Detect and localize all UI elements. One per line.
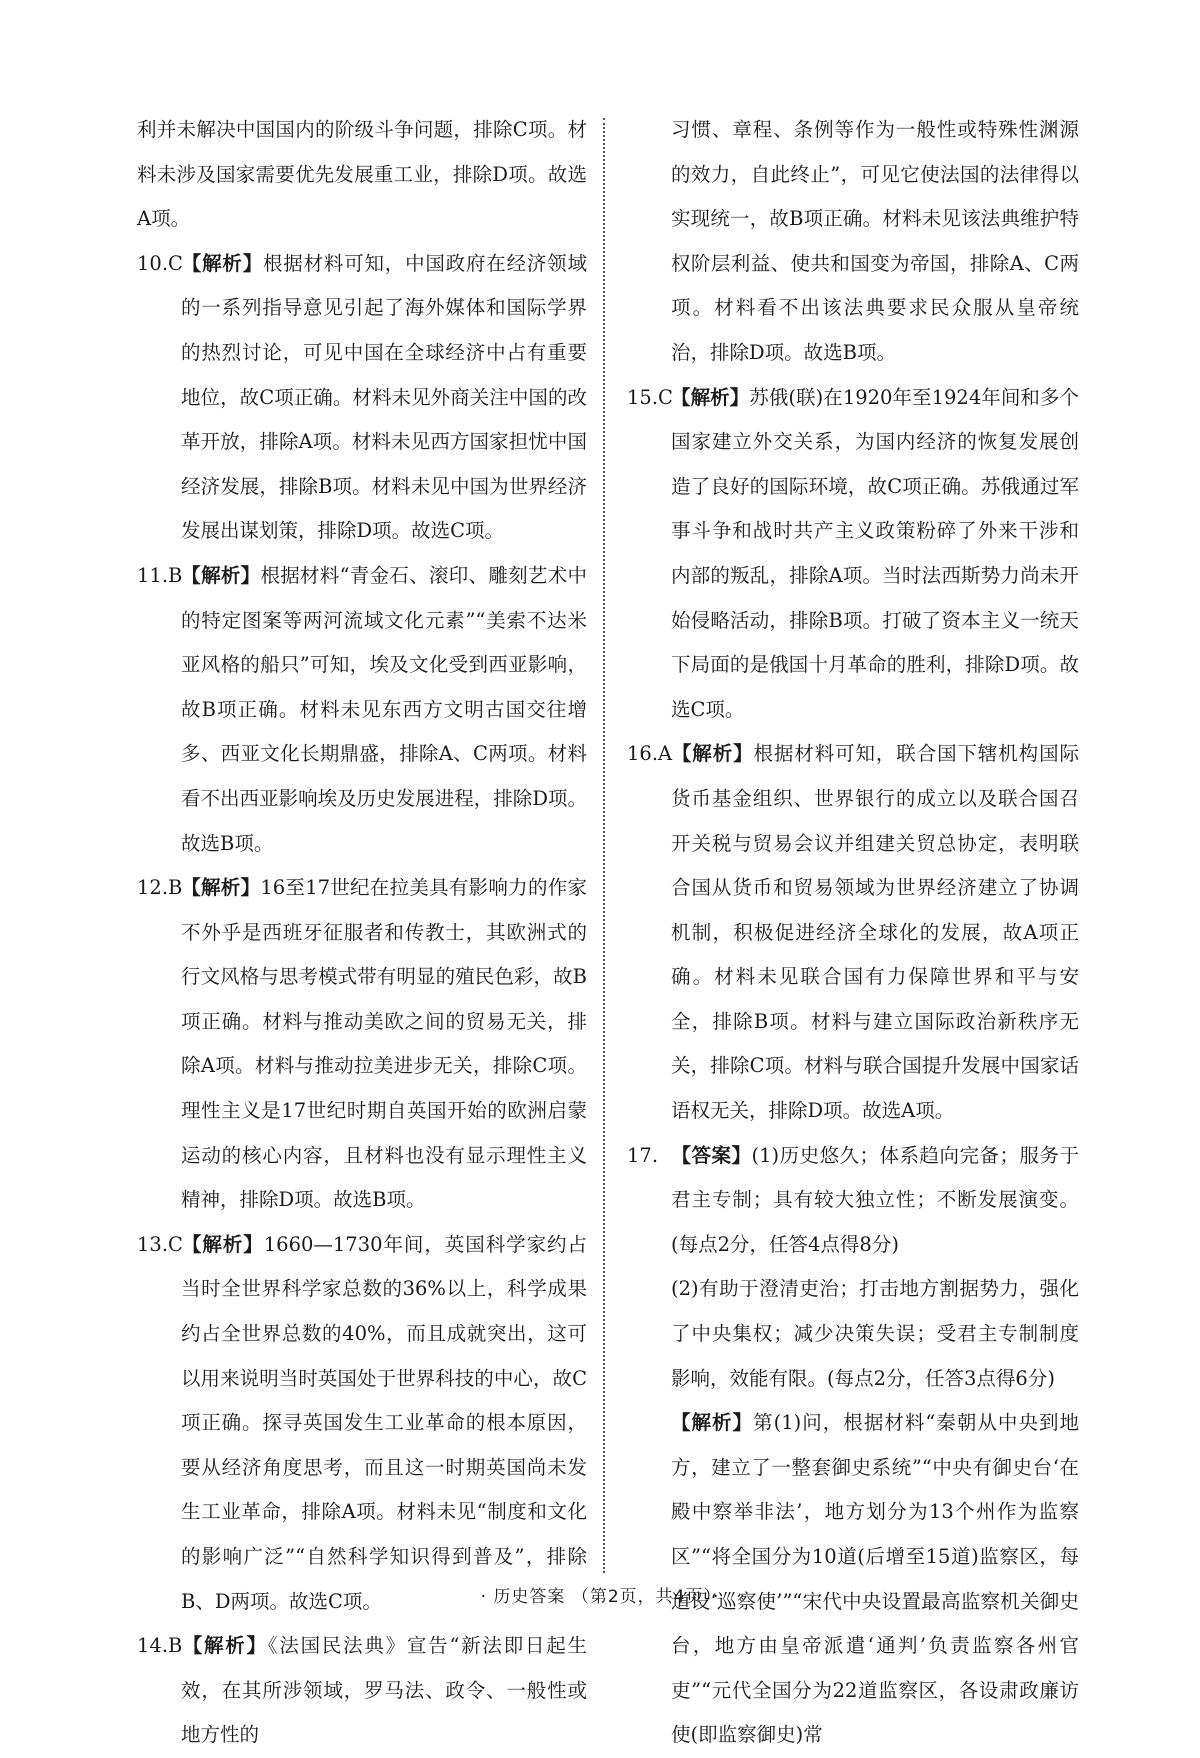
- item-number: 17.: [627, 1143, 659, 1167]
- left-intro-text: 利并未解决中国国内的阶级斗争问题，排除C项。材料未涉及国家需要优先发展重工业，排除D项。故选A项。: [137, 118, 587, 231]
- answer-item-12: [137, 866, 587, 1223]
- item-number: 16.A: [627, 742, 673, 766]
- item-text: 根据材料可知，联合国下辖机构国际货币基金组织、世界银行的成立以及联合国召开关税与贸易会议并组建关贸总协定，表明联合国从货币和贸易领域为世界经济建立了协调机制，积极促进经济全球化的发展，故A项正确。材料未见联合国有力保障世界和平与安全，排除B项。材料与建立国际政治新秩序无关，排除C项。材料与联合国提升发展中国家话语权无关，排除D项。故选A项。: [671, 742, 1079, 1123]
- item-text: 《法国民法典》宣告“新法即日起生效，在其所涉领域，罗马法、政令、一般性或地方性的: [181, 1634, 587, 1747]
- item-text: 16至17世纪在拉美具有影响力的作家不外乎是西班牙征服者和传教士，其欧洲式的行文风格与思考模式带有明显的殖民色彩，故B项正确。材料与推动美欧之间的贸易无关，排除A项。材料与推动拉美进步无关，排除C项。理性主义是17世纪时期自英国开始的欧洲启蒙运动的核心内容，且材料也没有显示理性主义精神，排除D项。故选B项。: [181, 876, 587, 1212]
- answer-17-part-1: [627, 1134, 1079, 1268]
- analysis-text: 第(1)问，根据材料“秦朝从中央到地方，建立了一整套御史系统”“中央有御史台‘在殿中察举非法’，地方划分为13个州作为监察区”“将全国分为10道(后增至15道)监察区，每道设‘巡察使’”“宋代中央设置最高监察机关御史台，地方由皇帝派遣‘通判’负责监察各州官吏”“元代全国分为22道监察区，各设肃政廉访使(即监察御史)常: [671, 1411, 1079, 1747]
- answer-item-11: [137, 554, 587, 866]
- column-divider: [603, 118, 605, 1573]
- item-number: 13.C: [137, 1232, 183, 1256]
- answer-item-14: [137, 1624, 587, 1758]
- analysis-tag: 【解析】: [671, 1411, 754, 1435]
- answer-tag: 【答案】: [671, 1143, 752, 1167]
- right-intro-text: 习惯、章程、条例等作为一般性或特殊性渊源的效力，自此终止”，可见它使法国的法律得以实现统一，故B项正确。材料未见该法典维护特权阶层利益、使共和国变为帝国，排除A、C两项。材料看不出该法典要求民众服从皇帝统治，排除D项。故选B项。: [671, 118, 1079, 364]
- right-column: [627, 108, 1079, 1758]
- answer-item-15: [627, 376, 1079, 733]
- answer-item-10: [137, 242, 587, 554]
- item-number: 11.B: [137, 563, 183, 587]
- answer-17-text-1: (1)历史悠久；体系趋向完备；服务于君主专制；具有较大独立性；不断发展演变。(每点2分，任答4点得8分): [671, 1143, 1079, 1256]
- analysis-tag: 【解析】: [181, 876, 261, 900]
- answer-17-analysis: [671, 1401, 1079, 1758]
- analysis-tag: 【解析】: [671, 742, 754, 766]
- answer-item-16: [627, 732, 1079, 1133]
- analysis-tag: 【解析】: [181, 1232, 264, 1256]
- answer-item-13: [137, 1223, 587, 1624]
- item-text: 1660—1730年间，英国科学家约占当时全世界科学家总数的36%以上，科学成果约占全世界总数的40%，而且成就突出，这可以用来说明当时英国处于世界科技的中心，故C项正确。探寻英国发生工业革命的根本原因，要从经济角度思考，而且这一时期英国尚未发生工业革命，排除A项。材料未见“制度和文化的影响广泛”“自然科学知识得到普及”，排除B、D两项。故选C项。: [181, 1232, 587, 1613]
- item-text: 根据材料可知，中国政府在经济领域的一系列指导意见引起了海外媒体和国际学界的热烈讨论，可见中国在全球经济中占有重要地位，故C项正确。材料未见外商关注中国的改革开放，排除A项。材料未见西方国家担忧中国经济发展，排除B项。材料未见中国为世界经济发展出谋划策，排除D项。故选C项。: [181, 251, 587, 543]
- item-number: 14.B: [137, 1634, 183, 1658]
- item-number: 12.B: [137, 876, 183, 900]
- answer-item-17: [627, 1134, 1079, 1758]
- item-number: 10.C: [137, 251, 183, 275]
- item-number: 15.C: [627, 385, 673, 409]
- analysis-tag: 【解析】: [181, 1634, 268, 1658]
- analysis-tag: 【解析】: [181, 563, 261, 587]
- page-footer: · 历史答案 （第2页，共4页）·: [480, 1587, 720, 1607]
- item-text: 根据材料“青金石、滚印、雕刻艺术中的特定图案等两河流域文化元素”“美索不达米亚风格的船只”可知，埃及文化受到西亚影响，故B项正确。材料未见东西方文明古国交往增多、西亚文化长期鼎盛，排除A、C两项。材料看不出西亚影响埃及历史发展进程，排除D项。故选B项。: [181, 563, 587, 855]
- analysis-tag: 【解析】: [671, 385, 750, 409]
- item-text: 苏俄(联)在1920年至1924年间和多个国家建立外交关系，为国内经济的恢复发展创造了良好的国际环境，故C项正确。苏俄通过军事斗争和战时共产主义政策粉碎了外来干涉和内部的叛乱，排除A项。当时法西斯势力尚未开始侵略活动，排除B项。打破了资本主义一统天下局面的是俄国十月革命的胜利，排除D项。故选C项。: [671, 385, 1079, 721]
- left-column: [137, 108, 587, 1758]
- analysis-tag: 【解析】: [181, 251, 263, 275]
- answer-17-part-2: (2)有助于澄清吏治；打击地方割据势力，强化了中央集权；减少决策失误；受君主专制制度影响，效能有限。(每点2分，任答3点得6分): [671, 1277, 1079, 1390]
